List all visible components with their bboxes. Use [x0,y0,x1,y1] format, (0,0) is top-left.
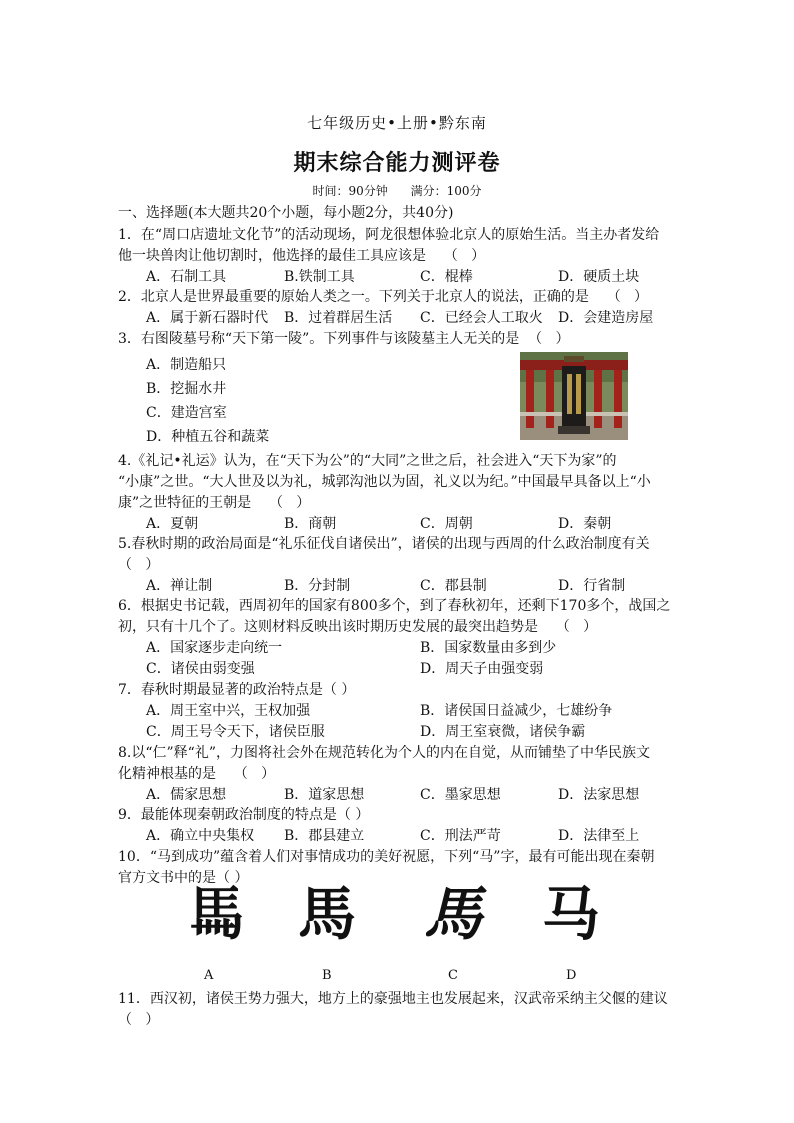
horse-character-forms [180,878,620,948]
q6-option-d: D．周天子由强变弱 [420,661,544,677]
q3-line-1: 3．右图陵墓号称“天下第一陵”。下列事件与该陵墓主人无关的是 （ ） [118,331,570,347]
q3-option-c: C．建造宫室 [146,405,227,421]
q10-line-2: 官方文书中的是（ ） [118,870,249,886]
q8-line-2: 化精神根基的是 （ ） [118,766,276,782]
q7-option-a: A．周王室中兴，王权加强 [146,703,311,719]
q1-line-1: 1．在“周口店遗址文化节”的活动现场，阿龙很想体验北京人的原始生活。当主办者发给 [118,227,660,243]
q8-option-a: A．儒家思想 [146,787,227,803]
q6-line-2: 初，只有十几个了。这则材料反映出该时期历史发展的最突出趋势是 （ ） [118,619,598,635]
q9-line-1: 9．最能体现秦朝政治制度的特点是（ ） [118,807,370,823]
exam-title: 期末综合能力测评卷 [293,151,501,176]
horse-glyph-b: 馬 [298,880,357,948]
q5-line-1: 5.春秋时期的政治局面是“礼乐征伐自诸侯出”，诸侯的出现与西周的什么政治制度有关 [118,536,650,552]
horse-glyph-c: 馬 [424,880,483,948]
q6-option-b: B．国家数量由多到少 [420,640,557,656]
q4-option-d: D．秦朝 [558,516,612,532]
q2-option-c: C．已经会人工取火 [420,310,543,326]
q4-option-c: C．周朝 [420,516,473,532]
q9-option-c: C．刑法严苛 [420,828,501,844]
q5-option-d: D．行省制 [558,578,626,594]
q6-option-a: A．国家逐步走向统一 [146,640,283,656]
q4-option-b: B．商朝 [284,516,337,532]
q8-line-1: 8.以“仁”释“礼”，力图将社会外在规范转化为个人的内在自觉，从而铺垫了中华民族文 [118,745,650,761]
q6-line-1: 6．根据史书记载，西周初年的国家有800多个，到了春秋初年，还剩下170多个，战国之 [118,598,671,614]
q5-option-a: A．禅让制 [146,578,213,594]
q1-option-a: A．石制工具 [146,269,227,285]
glyph-label-d: D [566,968,577,983]
q2-option-d: D．会建造房屋 [558,310,654,326]
q7-option-c: C．周王号令天下，诸侯臣服 [146,724,325,740]
q4-line-2: “小康”之世。“大人世及以为礼，城郭沟池以为固，礼义以为纪。”中国最早具备以上“小 [118,474,651,490]
q1-option-b: B.铁制工具 [284,269,355,285]
exam-meta: 时间：90分钟 满分：100分 [312,184,482,198]
section-heading: 一、选择题(本大题共20个小题，每小题2分，共40分) [118,205,454,221]
q11-line-1: 11．西汉初，诸侯王势力强大，地方上的豪强地主也发展起来，汉武帝采纳主父偃的建议 [118,991,668,1007]
q8-option-b: B．道家思想 [284,787,365,803]
q5-option-b: B．分封制 [284,578,351,594]
q9-option-d: D．法律至上 [558,828,640,844]
q4-option-a: A．夏朝 [146,516,199,532]
q1-option-d: D．硬质土块 [558,269,640,285]
glyph-label-a: A [204,968,214,983]
glyph-label-b: B [322,968,332,983]
q10-line-1: 10．“马到成功”蕴含着人们对事情成功的美好祝愿，下列“马”字，最有可能出现在秦朝 [118,849,655,865]
q8-option-c: C．墨家思想 [420,787,501,803]
q6-option-c: C．诸侯由弱变强 [146,661,255,677]
subject-line: 七年级历史•上册•黔东南 [307,114,487,132]
q2-option-a: A．属于新石器时代 [146,310,269,326]
q4-line-1: 4.《礼记•礼运》认为，在“天下为公”的“大同”之世之后，社会进入“天下为家”的 [118,453,617,469]
horse-glyph-d: 马 [542,880,601,948]
q9-option-a: A．确立中央集权 [146,828,255,844]
q1-option-c: C．棍棒 [420,269,473,285]
q3-option-d: D．种植五谷和蔬菜 [146,429,270,445]
q2-line-1: 2．北京人是世界最重要的原始人类之一。下列关于北京人的说法，正确的是 （ ） [118,289,649,305]
q7-line-1: 7．春秋时期最显著的政治特点是（ ） [118,682,356,698]
mausoleum-photo [520,352,628,440]
q2-option-b: B．过着群居生活 [284,310,393,326]
q7-option-b: B．诸侯国日益减少，七雄纷争 [420,703,613,719]
glyph-label-c: C [448,968,458,983]
q11-line-2: （ ） [118,1012,160,1028]
q7-option-d: D．周王室衰微，诸侯争霸 [420,724,586,740]
horse-glyph-a: 𩡧 [188,880,247,948]
q3-option-a: A．制造船只 [146,357,227,373]
q1-line-2: 他一块兽肉让他切割时，他选择的最佳工具应该是 （ ） [118,248,486,264]
q3-option-b: B．挖掘水井 [146,381,227,397]
q9-option-b: B．郡县建立 [284,828,365,844]
q5-line-2: （ ） [118,557,160,573]
q8-option-d: D．法家思想 [558,787,640,803]
q5-option-c: C．郡县制 [420,578,487,594]
q4-line-3: 康”之世特征的王朝是 （ ） [118,495,311,511]
